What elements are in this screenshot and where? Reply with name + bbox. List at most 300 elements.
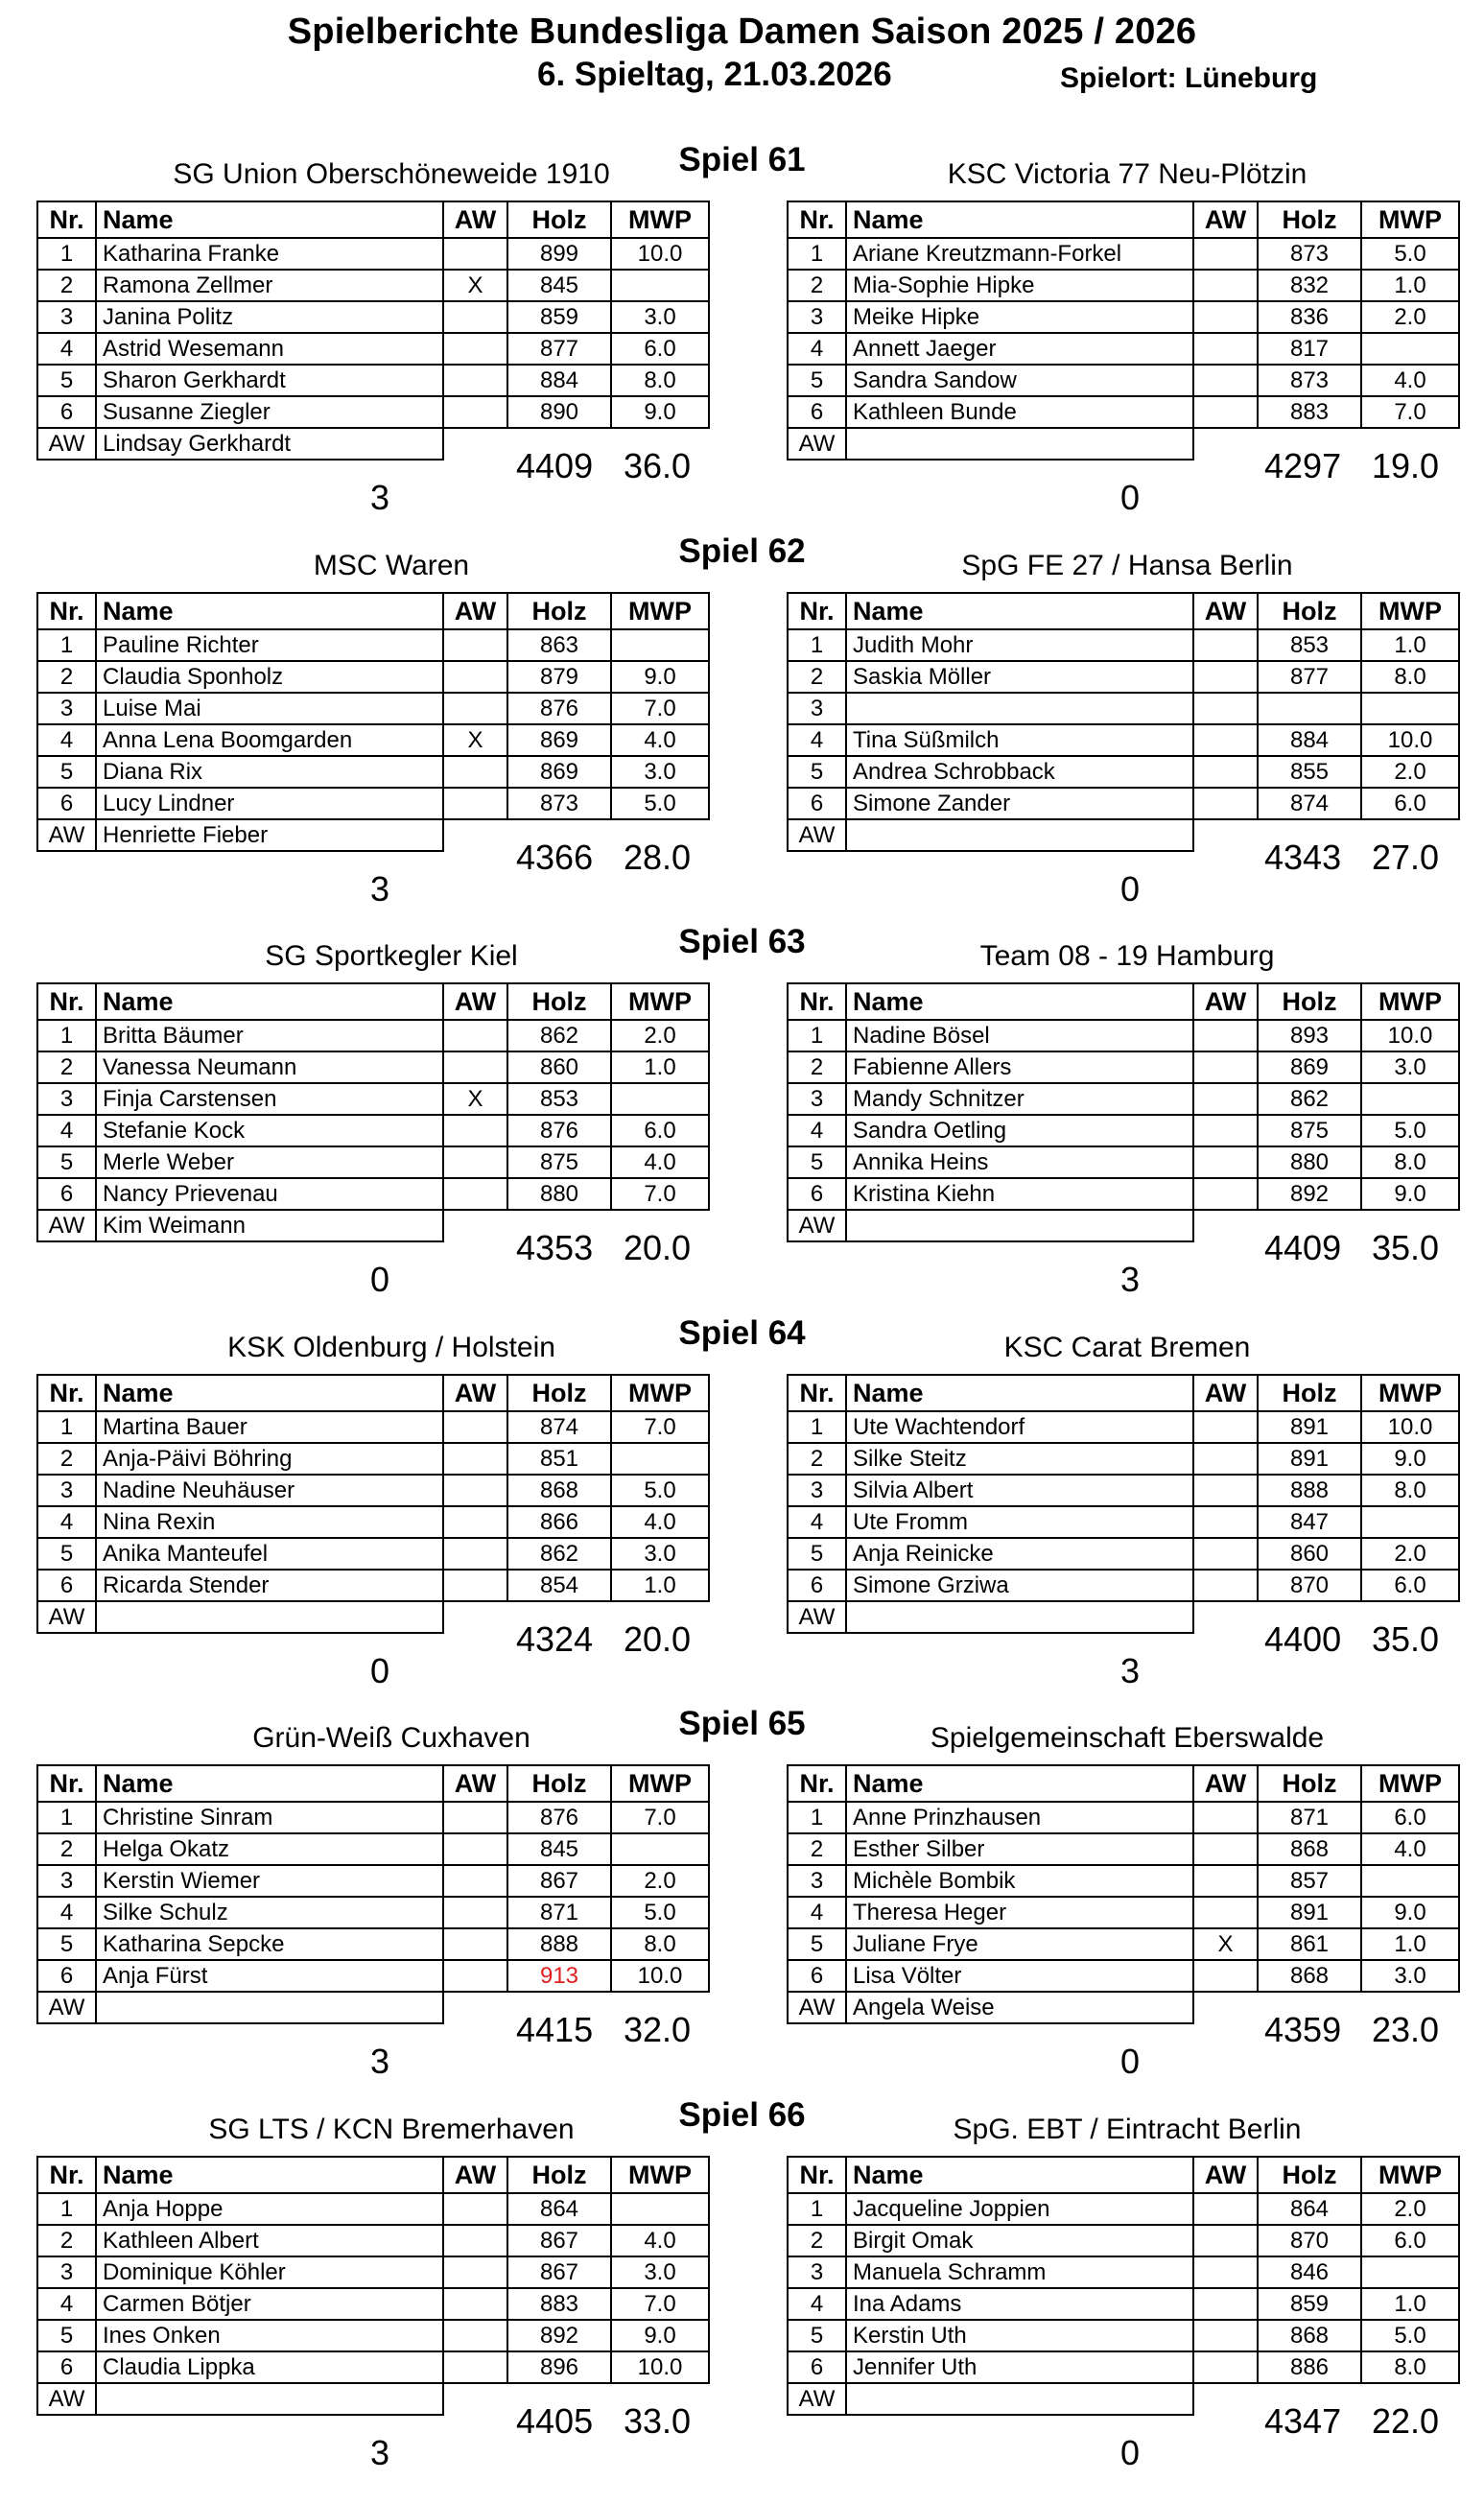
cell-holz: 855	[1258, 756, 1361, 788]
cell-name: Anna Lena Boomgarden	[96, 724, 443, 756]
cell-aw	[443, 1928, 507, 1960]
cell-nr: 3	[788, 693, 846, 724]
cell-nr: 3	[37, 2256, 96, 2288]
away-total-holz: 4297	[1264, 446, 1342, 485]
cell-nr: 5	[788, 1538, 846, 1570]
cell-name: Manuela Schramm	[846, 2256, 1193, 2288]
cell-name: Astrid Wesemann	[96, 333, 443, 365]
cell-holz: 868	[1258, 2320, 1361, 2351]
table-row	[788, 1146, 1459, 1178]
cell-mwp: 5.0	[1361, 2320, 1459, 2351]
cell-mwp: 9.0	[611, 396, 709, 428]
cell-mwp: 1.0	[1361, 629, 1459, 661]
cell-holz: 867	[507, 2256, 611, 2288]
cell-nr: 6	[37, 2351, 96, 2383]
away-match-points: 3	[1120, 1260, 1141, 1299]
cell-name: Anja Hoppe	[96, 2193, 443, 2225]
cell-holz: 876	[507, 1802, 611, 1833]
cell-holz: 846	[1258, 2256, 1361, 2288]
cell-aw	[1193, 693, 1258, 724]
cell-nr: 5	[37, 1928, 96, 1960]
table-header-row	[37, 1765, 709, 1802]
cell-name: Anika Manteufel	[96, 1538, 443, 1570]
cell-nr: 1	[788, 1802, 846, 1833]
substitute-row	[788, 2383, 1459, 2415]
cell-mwp: 10.0	[611, 1960, 709, 1992]
cell-holz: 854	[507, 1570, 611, 1601]
column-header-nr: Nr.	[37, 983, 96, 1020]
substitute-label: AW	[788, 428, 846, 460]
away-roster-table	[787, 1374, 1460, 1634]
cell-aw	[443, 756, 507, 788]
table-row	[37, 333, 709, 365]
cell-name: Nadine Bösel	[846, 1020, 1193, 1051]
cell-mwp: 3.0	[611, 1538, 709, 1570]
table-row	[37, 1146, 709, 1178]
away-match-points: 0	[1120, 2042, 1141, 2081]
cell-nr: 2	[788, 2225, 846, 2256]
column-header-mwp: MWP	[611, 2157, 709, 2193]
table-row	[788, 1115, 1459, 1146]
cell-nr: 3	[788, 1475, 846, 1506]
cell-nr: 3	[37, 693, 96, 724]
match-block	[0, 141, 1484, 549]
cell-holz: 876	[507, 1115, 611, 1146]
cell-aw	[1193, 1051, 1258, 1083]
cell-aw	[1193, 2225, 1258, 2256]
cell-nr: 2	[37, 1443, 96, 1475]
cell-name: Helga Okatz	[96, 1833, 443, 1865]
cell-name: Silvia Albert	[846, 1475, 1193, 1506]
column-header-mwp: MWP	[611, 1765, 709, 1802]
cell-nr: 6	[37, 788, 96, 819]
cell-name: Silke Steitz	[846, 1443, 1193, 1475]
table-header-row	[788, 983, 1459, 1020]
cell-name: Theresa Heger	[846, 1897, 1193, 1928]
substitute-label: AW	[37, 819, 96, 851]
cell-holz: 892	[1258, 1178, 1361, 1210]
cell-name: Carmen Bötjer	[96, 2288, 443, 2320]
home-total-holz: 4366	[516, 838, 594, 877]
cell-mwp: 10.0	[611, 238, 709, 270]
column-header-name: Name	[96, 2157, 443, 2193]
column-header-nr: Nr.	[37, 593, 96, 629]
away-total-mwp: 19.0	[1372, 446, 1440, 485]
cell-nr: 1	[788, 629, 846, 661]
table-row	[788, 270, 1459, 301]
substitute-label: AW	[37, 428, 96, 460]
cell-mwp: 7.0	[611, 1178, 709, 1210]
column-header-mwp: MWP	[1361, 1375, 1459, 1411]
cell-nr: 1	[37, 629, 96, 661]
match-label: Spiel 62	[678, 532, 806, 570]
table-header-row	[788, 2157, 1459, 2193]
table-row	[37, 1083, 709, 1115]
cell-nr: 2	[37, 1833, 96, 1865]
column-header-mwp: MWP	[1361, 1765, 1459, 1802]
cell-mwp: 3.0	[611, 756, 709, 788]
cell-nr: 5	[788, 2320, 846, 2351]
column-header-holz: Holz	[1258, 1375, 1361, 1411]
cell-holz: 891	[1258, 1411, 1361, 1443]
cell-name: Simone Grziwa	[846, 1570, 1193, 1601]
cell-aw	[1193, 1146, 1258, 1178]
away-total-mwp: 22.0	[1372, 2401, 1440, 2441]
cell-aw	[1193, 2193, 1258, 2225]
away-match-points: 0	[1120, 869, 1141, 909]
away-roster-table	[787, 982, 1460, 1242]
table-row	[788, 1020, 1459, 1051]
table-row	[788, 2256, 1459, 2288]
cell-holz: 871	[1258, 1802, 1361, 1833]
column-header-nr: Nr.	[788, 983, 846, 1020]
table-row	[788, 1802, 1459, 1833]
column-header-name: Name	[96, 593, 443, 629]
column-header-mwp: MWP	[1361, 201, 1459, 238]
table-row	[788, 333, 1459, 365]
cell-name: Luise Mai	[96, 693, 443, 724]
table-row	[788, 396, 1459, 428]
cell-nr: 6	[37, 1178, 96, 1210]
home-total-holz: 4415	[516, 2010, 594, 2049]
table-row	[788, 1411, 1459, 1443]
table-row	[37, 2320, 709, 2351]
cell-mwp: 8.0	[611, 365, 709, 396]
column-header-nr: Nr.	[37, 2157, 96, 2193]
cell-holz: 861	[1258, 1928, 1361, 1960]
cell-name: Mandy Schnitzer	[846, 1083, 1193, 1115]
cell-mwp	[1361, 2256, 1459, 2288]
cell-nr: 4	[788, 1897, 846, 1928]
cell-mwp: 2.0	[1361, 301, 1459, 333]
substitute-name: Kim Weimann	[96, 1210, 443, 1241]
cell-nr: 5	[37, 756, 96, 788]
venue-label: Spielort: Lüneburg	[1060, 62, 1318, 94]
table-header-row	[37, 201, 709, 238]
home-total-holz: 4353	[516, 1228, 594, 1267]
cell-holz: 836	[1258, 301, 1361, 333]
cell-aw	[1193, 396, 1258, 428]
substitute-row	[37, 1601, 709, 1633]
column-header-holz: Holz	[507, 201, 611, 238]
cell-aw	[443, 1146, 507, 1178]
cell-name: Birgit Omak	[846, 2225, 1193, 2256]
cell-mwp: 9.0	[1361, 1178, 1459, 1210]
away-total-mwp: 27.0	[1372, 838, 1440, 877]
cell-mwp: 9.0	[611, 2320, 709, 2351]
matchday-subtitle: 6. Spieltag, 21.03.2026	[537, 56, 892, 93]
home-team-name: Grün-Weiß Cuxhaven	[252, 1722, 530, 1754]
cell-holz: 867	[507, 2225, 611, 2256]
cell-mwp: 6.0	[611, 1115, 709, 1146]
column-header-name: Name	[846, 1765, 1193, 1802]
cell-name: Esther Silber	[846, 1833, 1193, 1865]
table-row	[37, 1020, 709, 1051]
table-row	[37, 661, 709, 693]
column-header-name: Name	[846, 983, 1193, 1020]
column-header-nr: Nr.	[37, 1375, 96, 1411]
cell-nr: 5	[37, 2320, 96, 2351]
substitute-name	[846, 1210, 1193, 1241]
cell-holz: 845	[507, 1833, 611, 1865]
column-header-nr: Nr.	[788, 1765, 846, 1802]
cell-aw	[443, 788, 507, 819]
cell-name	[846, 693, 1193, 724]
table-row	[788, 1928, 1459, 1960]
table-row	[788, 1051, 1459, 1083]
cell-name: Sharon Gerkhardt	[96, 365, 443, 396]
away-total-mwp: 23.0	[1372, 2010, 1440, 2049]
substitute-row	[788, 1601, 1459, 1633]
match-label: Spiel 66	[678, 2096, 806, 2134]
match-label: Spiel 61	[678, 141, 806, 178]
away-team-name: SpG FE 27 / Hansa Berlin	[961, 550, 1293, 581]
cell-nr: 6	[788, 1570, 846, 1601]
column-header-aw: AW	[443, 2157, 507, 2193]
cell-mwp: 2.0	[1361, 756, 1459, 788]
cell-name: Katharina Franke	[96, 238, 443, 270]
table-row	[37, 1802, 709, 1833]
cell-nr: 3	[37, 1083, 96, 1115]
substitute-label: AW	[37, 1992, 96, 2023]
table-row	[37, 1538, 709, 1570]
table-row	[788, 1897, 1459, 1928]
column-header-aw: AW	[443, 1375, 507, 1411]
cell-aw	[1193, 756, 1258, 788]
cell-aw	[1193, 724, 1258, 756]
home-match-points: 0	[370, 1260, 390, 1299]
table-row	[788, 1443, 1459, 1475]
substitute-row	[788, 1992, 1459, 2023]
table-row	[788, 1178, 1459, 1210]
table-row	[37, 2288, 709, 2320]
cell-holz: 880	[507, 1178, 611, 1210]
cell-mwp: 4.0	[611, 724, 709, 756]
column-header-aw: AW	[443, 1765, 507, 1802]
cell-holz: 886	[1258, 2351, 1361, 2383]
table-row	[37, 1178, 709, 1210]
table-header-row	[788, 1765, 1459, 1802]
column-header-mwp: MWP	[1361, 983, 1459, 1020]
table-row	[37, 1928, 709, 1960]
cell-nr: 1	[37, 1802, 96, 1833]
cell-name: Kathleen Albert	[96, 2225, 443, 2256]
cell-holz: 877	[1258, 661, 1361, 693]
column-header-mwp: MWP	[611, 1375, 709, 1411]
cell-holz: 862	[507, 1538, 611, 1570]
cell-nr: 2	[788, 1443, 846, 1475]
cell-aw	[1193, 1960, 1258, 1992]
cell-name: Claudia Lippka	[96, 2351, 443, 2383]
column-header-nr: Nr.	[788, 593, 846, 629]
column-header-name: Name	[846, 1375, 1193, 1411]
table-header-row	[37, 2157, 709, 2193]
cell-holz: 851	[507, 1443, 611, 1475]
column-header-name: Name	[846, 593, 1193, 629]
cell-aw	[443, 1443, 507, 1475]
cell-nr: 6	[788, 788, 846, 819]
match-block	[0, 2096, 1484, 2504]
home-total-holz: 4405	[516, 2401, 594, 2441]
column-header-holz: Holz	[1258, 1765, 1361, 1802]
table-row	[37, 2256, 709, 2288]
table-row	[788, 1538, 1459, 1570]
substitute-row	[788, 428, 1459, 460]
cell-nr: 5	[37, 1146, 96, 1178]
cell-holz: 869	[507, 724, 611, 756]
cell-nr: 2	[788, 1051, 846, 1083]
cell-aw	[443, 1960, 507, 1992]
cell-nr: 4	[788, 1506, 846, 1538]
cell-name: Simone Zander	[846, 788, 1193, 819]
cell-holz: 870	[1258, 2225, 1361, 2256]
cell-aw	[1193, 270, 1258, 301]
cell-aw	[1193, 1865, 1258, 1897]
table-row	[788, 2193, 1459, 2225]
home-total-mwp: 28.0	[624, 838, 692, 877]
cell-mwp: 2.0	[1361, 1538, 1459, 1570]
table-row	[37, 1865, 709, 1897]
home-match-points: 3	[370, 869, 390, 909]
cell-name: Meike Hipke	[846, 301, 1193, 333]
cell-aw	[1193, 238, 1258, 270]
cell-holz: 832	[1258, 270, 1361, 301]
cell-holz: 868	[1258, 1833, 1361, 1865]
cell-holz: 899	[507, 238, 611, 270]
cell-mwp: 7.0	[611, 2288, 709, 2320]
cell-nr: 6	[37, 1570, 96, 1601]
cell-name: Lisa Völter	[846, 1960, 1193, 1992]
cell-mwp: 2.0	[1361, 2193, 1459, 2225]
cell-aw	[1193, 2256, 1258, 2288]
cell-holz: 873	[507, 788, 611, 819]
cell-name: Stefanie Kock	[96, 1115, 443, 1146]
cell-nr: 1	[37, 1020, 96, 1051]
cell-holz: 862	[1258, 1083, 1361, 1115]
cell-nr: 6	[788, 1960, 846, 1992]
cell-name: Finja Carstensen	[96, 1083, 443, 1115]
cell-aw	[1193, 629, 1258, 661]
table-row	[37, 1475, 709, 1506]
cell-name: Ute Wachtendorf	[846, 1411, 1193, 1443]
substitute-row	[37, 1992, 709, 2023]
cell-holz: 893	[1258, 1020, 1361, 1051]
table-row	[37, 270, 709, 301]
cell-nr: 5	[37, 1538, 96, 1570]
away-total-holz: 4409	[1264, 1228, 1342, 1267]
substitute-row	[37, 1210, 709, 1241]
cell-nr: 4	[37, 724, 96, 756]
cell-holz: 880	[1258, 1146, 1361, 1178]
cell-holz: 883	[507, 2288, 611, 2320]
table-row	[788, 301, 1459, 333]
column-header-mwp: MWP	[611, 983, 709, 1020]
cell-mwp	[611, 2193, 709, 2225]
cell-name: Jacqueline Joppien	[846, 2193, 1193, 2225]
table-header-row	[37, 983, 709, 1020]
cell-aw	[1193, 1897, 1258, 1928]
column-header-mwp: MWP	[611, 593, 709, 629]
cell-mwp: 10.0	[611, 2351, 709, 2383]
cell-aw	[1193, 1178, 1258, 1210]
column-header-holz: Holz	[507, 2157, 611, 2193]
match-label: Spiel 65	[678, 1705, 806, 1742]
substitute-label: AW	[37, 1601, 96, 1633]
cell-mwp	[1361, 1083, 1459, 1115]
cell-name: Anja-Päivi Böhring	[96, 1443, 443, 1475]
cell-mwp: 3.0	[611, 301, 709, 333]
cell-aw	[1193, 1411, 1258, 1443]
cell-mwp: 5.0	[611, 1475, 709, 1506]
cell-mwp: 6.0	[611, 333, 709, 365]
cell-aw	[1193, 2288, 1258, 2320]
column-header-nr: Nr.	[788, 1375, 846, 1411]
cell-name: Ina Adams	[846, 2288, 1193, 2320]
column-header-mwp: MWP	[1361, 2157, 1459, 2193]
cell-holz: 862	[507, 1020, 611, 1051]
home-match-points: 3	[370, 2042, 390, 2081]
column-header-name: Name	[846, 2157, 1193, 2193]
cell-holz: 868	[1258, 1960, 1361, 1992]
cell-name: Fabienne Allers	[846, 1051, 1193, 1083]
cell-nr: 1	[37, 2193, 96, 2225]
substitute-row	[37, 2383, 709, 2415]
cell-nr: 2	[37, 1051, 96, 1083]
table-row	[788, 693, 1459, 724]
home-total-mwp: 33.0	[624, 2401, 692, 2441]
cell-aw	[443, 1051, 507, 1083]
away-total-mwp: 35.0	[1372, 1619, 1440, 1659]
table-row	[37, 238, 709, 270]
table-row	[37, 693, 709, 724]
cell-aw	[1193, 1506, 1258, 1538]
table-row	[788, 1475, 1459, 1506]
cell-name: Claudia Sponholz	[96, 661, 443, 693]
cell-nr: 4	[37, 1897, 96, 1928]
cell-name: Kathleen Bunde	[846, 396, 1193, 428]
home-team-name: KSK Oldenburg / Holstein	[227, 1332, 555, 1363]
cell-name: Annett Jaeger	[846, 333, 1193, 365]
cell-aw	[443, 2351, 507, 2383]
away-total-holz: 4343	[1264, 838, 1342, 877]
cell-name: Jennifer Uth	[846, 2351, 1193, 2383]
cell-nr: 6	[37, 1960, 96, 1992]
cell-name: Vanessa Neumann	[96, 1051, 443, 1083]
cell-holz: 891	[1258, 1443, 1361, 1475]
cell-nr: 2	[37, 661, 96, 693]
home-roster-table	[36, 982, 710, 1242]
cell-aw	[443, 1475, 507, 1506]
substitute-row	[788, 819, 1459, 851]
cell-holz: 890	[507, 396, 611, 428]
cell-nr: 3	[788, 2256, 846, 2288]
cell-aw	[443, 333, 507, 365]
cell-aw	[1193, 661, 1258, 693]
cell-aw	[443, 1538, 507, 1570]
table-row	[37, 2193, 709, 2225]
substitute-label: AW	[788, 1992, 846, 2023]
home-team-name: SG Union Oberschöneweide 1910	[173, 158, 610, 190]
cell-mwp: 9.0	[1361, 1897, 1459, 1928]
cell-nr: 4	[788, 333, 846, 365]
away-match-points: 0	[1120, 478, 1141, 517]
cell-name: Tina Süßmilch	[846, 724, 1193, 756]
cell-mwp: 8.0	[1361, 1146, 1459, 1178]
match-block	[0, 532, 1484, 940]
cell-name: Martina Bauer	[96, 1411, 443, 1443]
table-row	[37, 2351, 709, 2383]
cell-mwp: 6.0	[1361, 1802, 1459, 1833]
